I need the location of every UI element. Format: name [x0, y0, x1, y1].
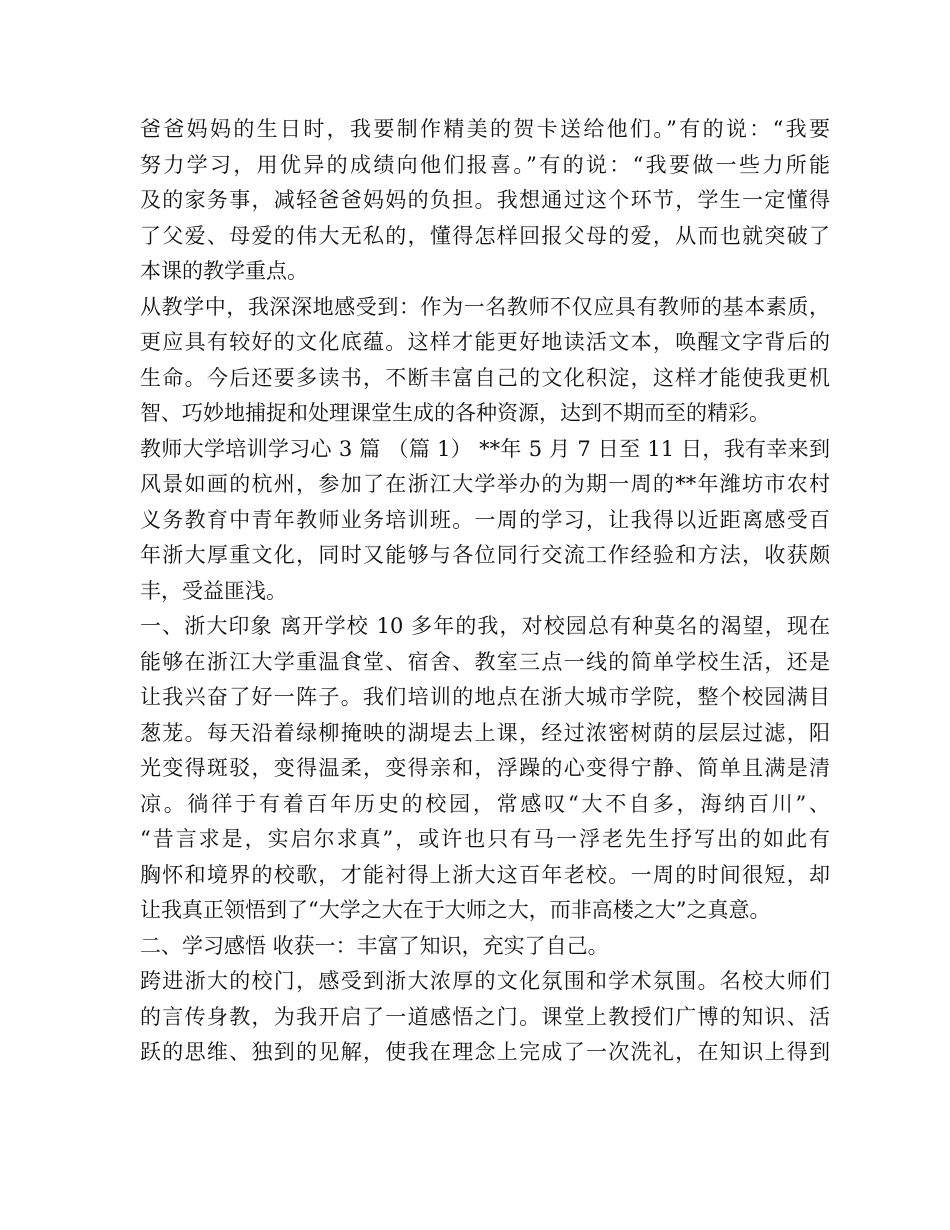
text-line: 让我真正领悟到了“大学之大在于大师之大，而非高楼之大”之真意。	[140, 898, 771, 922]
text-line: 了父爱、母爱的伟大无私的，懂得怎样回报父母的爱，从而也就突破了	[140, 223, 830, 248]
text-line: 教师大学培训学习心 3 篇 （篇 1） **年 5 月 7 日至 11 日，我有幸来到	[140, 436, 830, 461]
text-line: 葱茏。每天沿着绿柳掩映的湖堤去上课，经过浓密树荫的层层过滤，阳	[140, 720, 830, 745]
text-line: 年浙大厚重文化，同时又能够与各位同行交流工作经验和方法，收获颇	[140, 543, 830, 567]
text-line: 一、浙大印象 离开学校 10 多年的我，对校园总有种莫名的渴望，现在	[140, 614, 830, 638]
text-line: 丰，受益匪浅。	[140, 578, 287, 603]
text-line: 凉。徜徉于有着百年历史的校园，常感叹“大不自多，海纳百川”、	[140, 791, 830, 816]
text-line: 从教学中，我深深地感受到：作为一名教师不仅应具有教师的基本素质，	[140, 294, 830, 319]
text-line: 的言传身教，为我开启了一道感悟之门。课堂上教授们广博的知识、活	[140, 1004, 830, 1029]
text-line: 爸爸妈妈的生日时，我要制作精美的贺卡送给他们。”有的说：“我要	[140, 117, 830, 141]
text-line: 义务教育中青年教师业务培训班。一周的学习，让我得以近距离感受百	[140, 507, 830, 532]
text-line: 及的家务事，减轻爸爸妈妈的负担。我想通过这个环节，学生一定懂得	[140, 188, 830, 212]
text-line: “昔言求是，实启尔求真”，或许也只有马一浮老先生抒写出的如此有	[140, 827, 830, 851]
text-line: 风景如画的杭州，参加了在浙江大学举办的为期一周的**年潍坊市农村	[140, 472, 830, 496]
text-line: 二、学习感悟 收获一：丰富了知识，充实了自己。	[140, 933, 609, 958]
text-line: 光变得斑驳，变得温柔，变得亲和，浮躁的心变得宁静、简单且满是清	[140, 756, 830, 780]
text-line: 智、巧妙地捕捉和处理课堂生成的各种资源，达到不期而至的精彩。	[140, 401, 770, 425]
text-line: 跨进浙大的校门，感受到浙大浓厚的文化氛围和学术氛围。名校大师们	[140, 969, 830, 993]
text-line: 本课的教学重点。	[140, 259, 308, 283]
text-line: 胸怀和境界的校歌，才能衬得上浙大这百年老校。一周的时间很短，却	[140, 862, 830, 887]
text-line: 更应具有较好的文化底蕴。这样才能更好地读活文本，唤醒文字背后的	[140, 330, 830, 354]
text-line: 生命。今后还要多读书，不断丰富自己的文化积淀，这样才能使我更机	[140, 365, 830, 390]
text-line: 能够在浙江大学重温食堂、宿舍、教室三点一线的简单学校生活，还是	[140, 649, 830, 674]
text-line: 让我兴奋了好一阵子。我们培训的地点在浙大城市学院，整个校园满目	[140, 685, 830, 709]
text-line: 跃的思维、独到的见解，使我在理念上完成了一次洗礼，在知识上得到	[140, 1040, 830, 1064]
text-line: 努力学习，用优异的成绩向他们报喜。”有的说：“我要做一些力所能	[140, 152, 830, 177]
document-body	[140, 112, 830, 1071]
